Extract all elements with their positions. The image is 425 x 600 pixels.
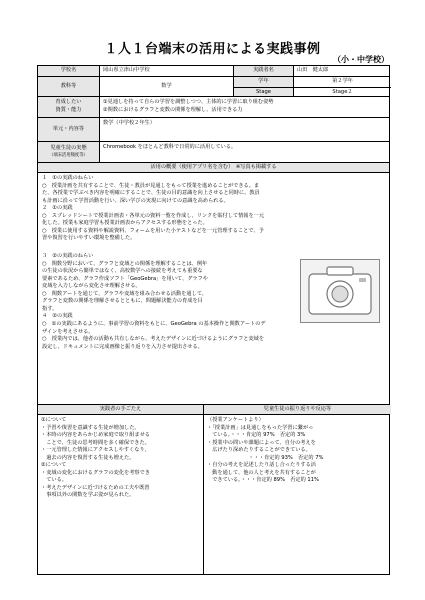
overview-body (38, 173, 389, 405)
overview-line: ザインを考えさせる。 (42, 328, 94, 335)
school-level-tag: （小・中学校） (333, 55, 389, 64)
overview-line: ３ ②の実践のねらい (42, 253, 94, 259)
overview-line: ○ 関数分野において、グラフと変域との関係を理解することは、例年 (42, 260, 208, 267)
grade-label: 学年 (234, 77, 293, 88)
grade-stage-values (294, 77, 391, 96)
overview-line: ４ ②の実践 (42, 313, 73, 320)
row-usage (38, 142, 389, 163)
goals-label-line1: 育成したい (55, 99, 82, 106)
goal-item: ①見通しを持って自らの学習を調整しつつ、主体的に学習に取り組む姿勢 (103, 99, 274, 105)
stage-label: Stage (234, 88, 293, 96)
row-unit (38, 118, 389, 142)
overview-line: ○ 授業に使用する資料や解説資料、フォームを用いた小テストなどを一元管理することで、予 (42, 227, 264, 234)
feedback-line: 広げたり深めたりすることができている。 (207, 447, 311, 454)
overview-line: ○ 関数アートを通じて、グラフや変域を組み合わせる活動を通して、 (42, 290, 207, 297)
feedback-line: ・考えたデザインに近づけるための工夫や既習 (41, 484, 150, 491)
overview-line: ○ ①の実践にあるように、事前学習の資料をもとに、GeoGebra の基本操作と関数アートのデ (42, 321, 266, 327)
school-label: 学校名 (38, 66, 100, 76)
camera-icon (301, 260, 379, 322)
overview-line: 習や復習を行いやすい環境を整備した。 (42, 235, 136, 242)
unit-value: 数学（中学校２年生） (103, 120, 155, 126)
overview-line: 変域を入力しながら変化させ理解させる。 (42, 283, 141, 290)
usage-value: Chromebook をほとんど教科で日常的に活用している。 (103, 144, 237, 150)
subject-value: 数学 (100, 77, 234, 96)
report-frame (37, 65, 390, 575)
feedback-line: ・自分の考えを記述したり話し合ったりする活 (207, 462, 316, 469)
row-school (38, 66, 389, 77)
goals-value (100, 97, 391, 117)
overview-line: ○ 授業計画を共有することで、生徒・教員が見通しをもって授業を進めることができる。ま (42, 182, 260, 189)
feedback-line: ている。 (41, 477, 67, 484)
overview-line: ２ ①の実践 (42, 205, 73, 212)
stage-value: Stage２ (332, 89, 353, 96)
overview-line: 指す。 (42, 305, 58, 312)
unit-label: 単元・内容等 (38, 118, 100, 141)
overview-line: １ ①の実践のねらい (42, 175, 94, 181)
feedback-line: ・授業中の問いや課題によって、自分の考えを (207, 439, 316, 446)
page-title: １人１台端末の活用による実践事例 (104, 42, 321, 57)
feedback-line: 過去の内容を復習する生徒も増えた。 (41, 454, 135, 461)
overview-section-a (42, 175, 385, 243)
overview-line: 要素であるため、グラフ作成ソフト「GeoGebra」を用いて、グラフや (42, 275, 208, 282)
feedback-line: ②について (41, 462, 67, 469)
feedback-line: ことで、生徒の思考時間を多く確保できた。 (41, 439, 150, 446)
overview-section-c (42, 321, 385, 351)
overview-line: ○ スプレッドシートで授業計画表・各単元の資料一覧を作成し、リンクを貼付して情報を一元 (42, 212, 265, 219)
usage-label-sub: （端末活用頻度等） (49, 152, 88, 158)
overview-line: ○ 授業内では、他者の活動も共有しながら、考えたデザインに近づけるようにグラフと変域を (42, 336, 265, 343)
student-feedback (204, 415, 391, 574)
teacher-feedback-header: 実践者の手ごたえ (38, 405, 204, 414)
feedback-line: ・一元管理した情報にアクセスしやすくなり、 (41, 447, 150, 454)
grade-value: 第２学年 (294, 77, 391, 88)
feedback-line: ・予習や復習を意識する生徒が増加した。 (41, 424, 140, 431)
goal-item: ②関数におけるグラフと変数の関係を理解し、活用できる力 (103, 106, 243, 113)
grade-stage-labels (234, 77, 294, 96)
row-subject (38, 77, 389, 97)
bottom-content (38, 415, 389, 574)
photo-placeholder (300, 259, 380, 323)
feedback-line: ている。・・・肯定的 97% 否定的 3% (207, 432, 306, 439)
feedback-line: ①について (41, 417, 67, 423)
feedback-line: （授業アンケートより） (207, 417, 264, 423)
feedback-line: ・「授業計画」は見通しをもった学習に繋がっ (207, 424, 314, 431)
feedback-line: ・本時の内容をあらかじめ家庭で取り組ませる (41, 432, 150, 439)
overview-line: の生徒の状況から簡単ではなく、高校数学への接続を考えても重要な (42, 268, 203, 275)
feedback-line: ・変域の変化におけるグラフの変化を考察でき (41, 469, 150, 476)
school-value: 岡山県立津山中学校 (100, 66, 234, 76)
bottom-headers (38, 405, 389, 415)
overview-line: 設定し、ドキュメントに完成画像と振り返りを入力させ提出させる。 (42, 343, 203, 350)
overview-header: 活用の概要（使用アプリ名を含む） ※写真も掲載する (38, 163, 389, 173)
teacher-label: 実践者名 (234, 66, 294, 76)
overview-section-b (42, 253, 293, 321)
overview-line: も計画に沿って学習活動を行い、深い学びの実現に向けての意識を高められる。 (42, 197, 229, 204)
overview-line: た、各授業で学ぶべき内容を明確にすることで、生徒の目的意識を向上させると同時に、教員 (42, 190, 260, 197)
overview-line: 化した。授業も家庭学習も授業計画表からアクセスする形態をとった。 (42, 220, 208, 227)
student-feedback-header: 児童生徒の振り返りや反応等 (204, 405, 391, 414)
overview-line: グラフと変数の関係を理解させるとともに、問題解決能力の育成を目 (42, 298, 203, 305)
usage-label-main: 児童生徒の実態 (50, 145, 87, 152)
teacher-feedback (38, 415, 204, 574)
feedback-line: ・・・肯定的 93% 否定的 7% (207, 454, 324, 461)
feedback-line: 事項以外の関数を学ぶ姿が見られた。 (41, 492, 135, 499)
feedback-line: できている。・・・肯定的 89% 否定的 11% (207, 477, 319, 484)
usage-label (38, 142, 100, 162)
goals-label-line2: 資質・能力 (55, 107, 82, 113)
feedback-line: 動を通して、他の人と考えを共有することが (207, 469, 316, 476)
teacher-value: 山田 健太郎 (297, 67, 329, 74)
goals-label (38, 97, 100, 117)
row-goals (38, 97, 389, 118)
subject-label: 教科等 (38, 77, 100, 96)
